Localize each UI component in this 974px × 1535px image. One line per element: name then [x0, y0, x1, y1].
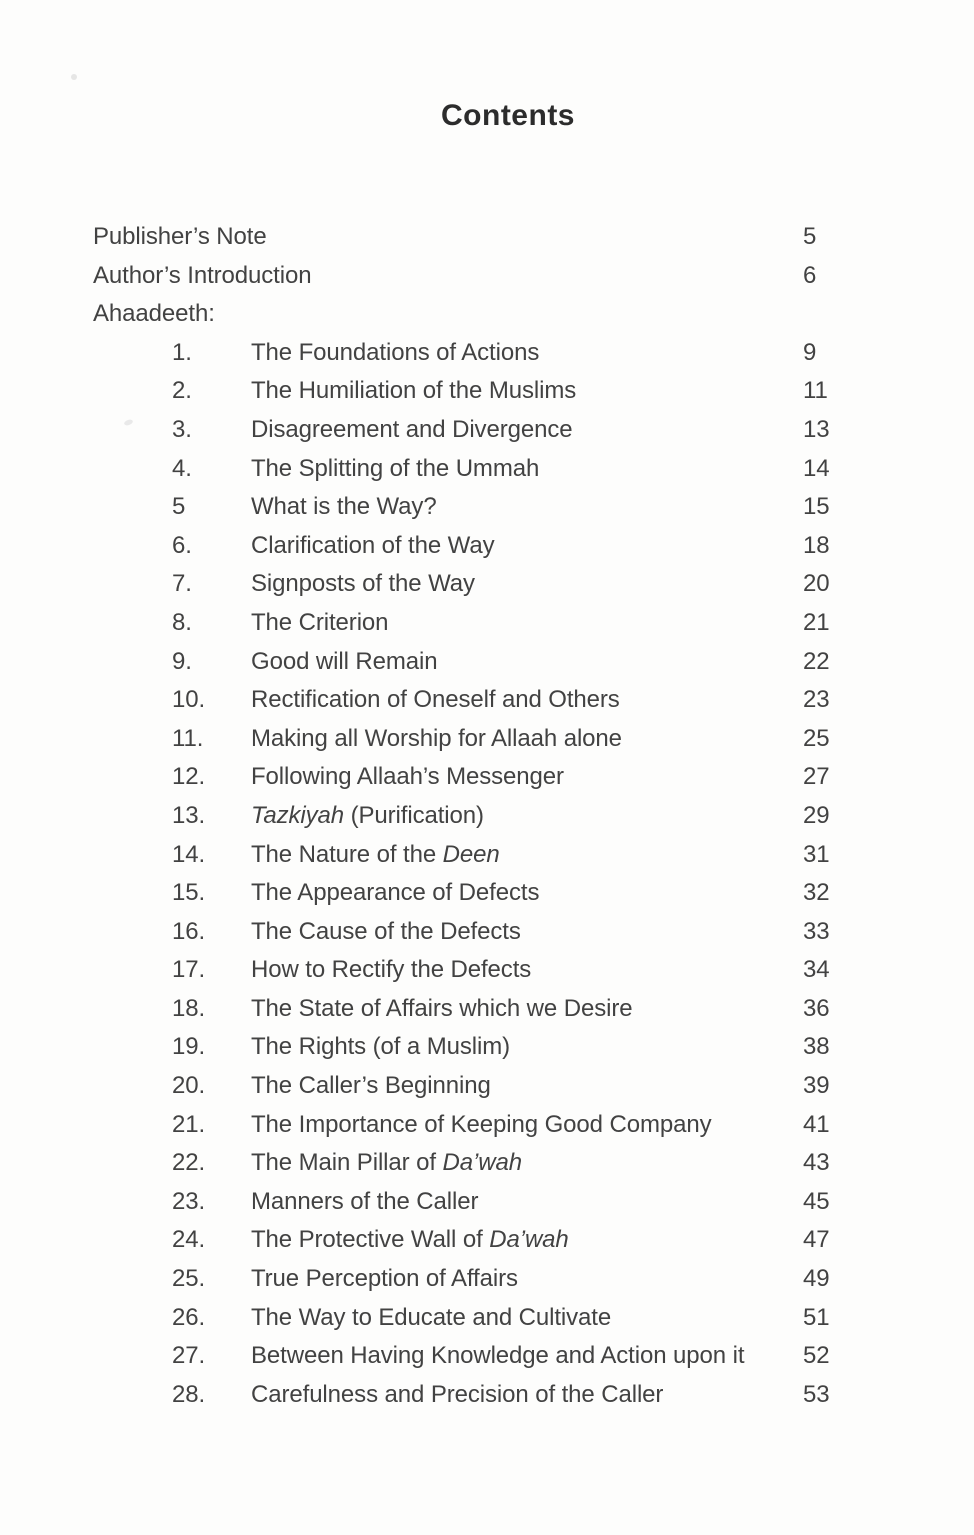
page-number: 20 [803, 570, 830, 598]
entry-number: 3. [172, 415, 192, 443]
entry-title-text: Manners of the Caller [251, 1187, 479, 1215]
page-number: 29 [803, 801, 830, 829]
toc-item-row [0, 797, 974, 836]
toc-entry-label: Author’s Introduction [93, 261, 312, 289]
page-number: 9 [803, 338, 817, 366]
entry-title [251, 1260, 518, 1299]
toc-item-row [0, 720, 974, 759]
entry-number: 4. [172, 454, 192, 482]
entry-title-text: The Cause of the Defects [251, 917, 521, 945]
page-number: 36 [803, 994, 830, 1022]
section-heading: Ahaadeeth: [93, 300, 215, 328]
entry-title [251, 527, 494, 566]
entry-number: 18. [172, 994, 206, 1022]
entry-title [251, 836, 500, 875]
entry-title [251, 951, 531, 990]
entry-title [251, 643, 437, 682]
toc-entry-label: Publisher’s Note [93, 223, 267, 250]
entry-number: 14. [172, 840, 206, 868]
page-number: 32 [803, 879, 830, 907]
entry-title-text: How to Rectify the Defects [251, 956, 532, 984]
entry-title-text: Clarification of the Way [251, 531, 495, 559]
entry-number: 13. [172, 801, 206, 829]
toc-item-row [0, 951, 974, 990]
entry-number: 23. [172, 1187, 206, 1215]
entry-number: 10. [172, 686, 206, 714]
entry-title [251, 372, 576, 411]
entry-number: 16. [172, 917, 206, 945]
entry-title-text: Good will Remain [251, 647, 438, 675]
entry-title-text: Carefulness and Precision of the Caller [251, 1380, 664, 1408]
toc-item-row [0, 604, 974, 643]
entry-title-text: Making all Worship for Allaah alone [251, 724, 622, 752]
page-number: 52 [803, 1342, 830, 1370]
entry-title-text: Rectification of Oneself and Others [251, 686, 620, 714]
toc-item-row [0, 1144, 974, 1183]
toc-item-row [0, 1299, 974, 1338]
entry-title-text: The Splitting of the Ummah [251, 454, 540, 482]
toc-item-row [0, 1337, 974, 1376]
entry-number: 21. [172, 1110, 206, 1138]
entry-title-text: The State of Affairs which we Desire [251, 994, 633, 1022]
entry-number: 5 [172, 493, 186, 521]
entry-title-text: Disagreement and Divergence [251, 415, 573, 443]
toc-item-row [0, 334, 974, 373]
toc-item-row [0, 1067, 974, 1106]
toc-item-row [0, 450, 974, 489]
entry-title-text: The Appearance of Defects [251, 879, 540, 907]
toc-item-row [0, 565, 974, 604]
entry-number: 27. [172, 1342, 206, 1370]
entry-title-italic: Da’wah [489, 1226, 569, 1254]
page-number: 31 [803, 840, 830, 868]
page-number: 45 [803, 1187, 830, 1215]
page-number: 38 [803, 1033, 830, 1061]
page-number: 33 [803, 917, 830, 945]
table-of-contents [0, 218, 974, 1414]
page-number: 18 [803, 531, 830, 559]
entry-title [251, 1299, 611, 1338]
entry-number: 1. [172, 338, 192, 366]
entry-title [251, 1144, 522, 1183]
toc-item-row [0, 874, 974, 913]
entry-title [251, 1067, 491, 1106]
toc-item-row [0, 527, 974, 566]
page-number: 13 [803, 415, 830, 443]
entry-number: 2. [172, 377, 192, 405]
entry-title-italic: Da’wah [442, 1149, 522, 1177]
entry-title-text: Following Allaah’s Messenger [251, 763, 564, 791]
toc-item-row [0, 643, 974, 682]
entry-title-text: The Protective Wall of [251, 1226, 490, 1254]
toc-item-row [0, 913, 974, 952]
page-number: 25 [803, 724, 830, 752]
entry-number: 7. [172, 570, 192, 598]
entry-title-text: True Perception of Affairs [251, 1265, 518, 1293]
entry-title [251, 1183, 478, 1222]
page-number: 39 [803, 1072, 830, 1100]
entry-title-text: The Foundations of Actions [251, 338, 540, 366]
entry-number: 15. [172, 879, 206, 907]
entry-title [251, 874, 539, 913]
entry-number: 20. [172, 1072, 206, 1100]
entry-number: 26. [172, 1303, 206, 1331]
entry-title [251, 990, 632, 1029]
page-number: 22 [803, 647, 830, 675]
page-number: 23 [803, 686, 830, 714]
entry-title-italic: Tazkiyah [251, 801, 345, 829]
toc-item-row [0, 1260, 974, 1299]
toc-item-row [0, 1376, 974, 1415]
entry-title-text: Between Having Knowledge and Action upon it [251, 1342, 745, 1370]
entry-title-text: The Rights (of a Muslim) [251, 1033, 510, 1061]
page-number: 41 [803, 1110, 830, 1138]
page-number: 27 [803, 763, 830, 791]
page-title: Contents [441, 99, 575, 132]
toc-item-row [0, 372, 974, 411]
page-number: 53 [803, 1380, 830, 1408]
entry-title [251, 758, 564, 797]
entry-title-text: The Criterion [251, 608, 389, 636]
page-number: 14 [803, 454, 830, 482]
page-number: 15 [803, 493, 830, 521]
entry-title [251, 450, 539, 489]
entry-title-text: The Way to Educate and Cultivate [251, 1303, 612, 1331]
entry-title [251, 1028, 510, 1067]
toc-item-row [0, 1221, 974, 1260]
entry-title-text: The Importance of Keeping Good Company [251, 1110, 712, 1138]
toc-front-row [0, 218, 974, 257]
page-number: 43 [803, 1149, 830, 1177]
entry-number: 6. [172, 531, 192, 559]
entry-title [251, 681, 620, 720]
entry-number: 28. [172, 1380, 206, 1408]
entry-title-text: (Purification) [344, 801, 484, 829]
entry-title [251, 334, 539, 373]
entry-title-text: What is the Way? [251, 493, 437, 521]
entry-number: 8. [172, 608, 192, 636]
entry-title [251, 913, 521, 952]
page-number: 47 [803, 1226, 830, 1254]
page-number: 21 [803, 608, 830, 636]
entry-title [251, 1376, 663, 1415]
entry-title [251, 604, 388, 643]
page-number: 6 [803, 261, 817, 289]
toc-item-row [0, 1183, 974, 1222]
entry-title [251, 565, 475, 604]
entry-number: 11. [172, 724, 204, 752]
entry-number: 9. [172, 647, 192, 675]
toc-section-heading-row [0, 295, 974, 334]
entry-title-text: The Humiliation of the Muslims [251, 377, 577, 405]
entry-title [251, 720, 622, 759]
page-number: 51 [803, 1303, 830, 1331]
toc-item-row [0, 990, 974, 1029]
toc-item-row [0, 488, 974, 527]
toc-item-row [0, 1028, 974, 1067]
entry-number: 22. [172, 1149, 206, 1177]
toc-item-row [0, 836, 974, 875]
entry-title [251, 1221, 569, 1260]
page-number: 5 [803, 223, 817, 250]
entry-title [251, 1106, 711, 1145]
entry-number: 12. [172, 763, 206, 791]
toc-front-row [0, 257, 974, 296]
entry-title-text: The Main Pillar of [251, 1149, 443, 1177]
entry-number: 24. [172, 1226, 206, 1254]
entry-number: 25. [172, 1265, 206, 1293]
entry-title-text: The Nature of the [251, 840, 443, 868]
page-number: 11 [803, 377, 828, 405]
toc-item-row [0, 681, 974, 720]
toc-item-row [0, 758, 974, 797]
toc-item-row [0, 1106, 974, 1145]
entry-title-text: Signposts of the Way [251, 570, 475, 598]
entry-title [251, 488, 437, 527]
page-number: 49 [803, 1265, 830, 1293]
toc-item-row [0, 411, 974, 450]
scan-artifact [71, 74, 77, 80]
entry-number: 17. [172, 956, 206, 984]
page-number: 34 [803, 956, 830, 984]
entry-title [251, 411, 572, 450]
entry-title [251, 797, 484, 836]
entry-title-italic: Deen [442, 840, 500, 868]
entry-title [251, 1337, 744, 1376]
entry-title-text: The Caller’s Beginning [251, 1072, 491, 1100]
entry-number: 19. [172, 1033, 206, 1061]
